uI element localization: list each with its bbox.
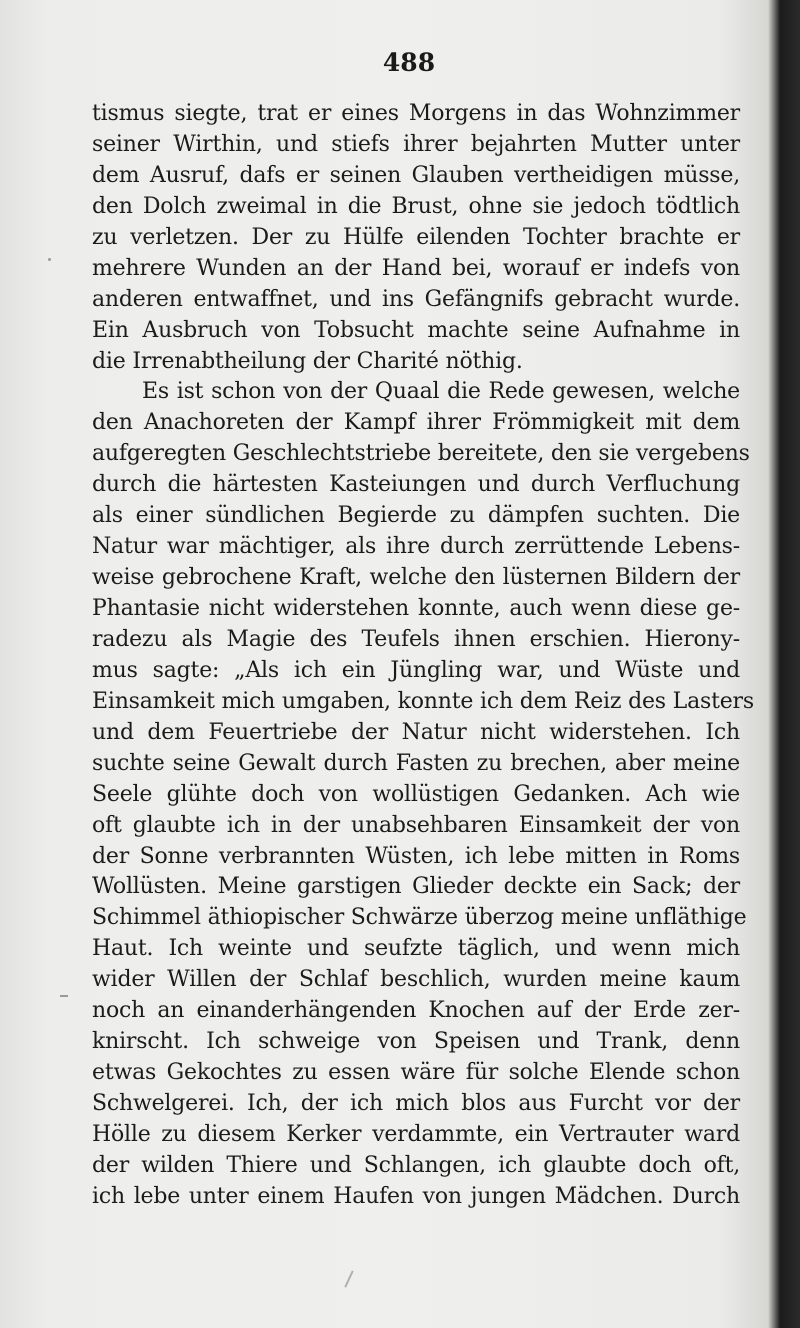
text-line: Ein Ausbruch von Tobsucht machte seine Aufnahme in — [92, 317, 740, 343]
text-line: die Irrenabtheilung der Charité nöthig. — [92, 348, 523, 374]
text-line: aufgeregten Geschlechtstriebe bereitete, den sie vergebens — [92, 441, 750, 467]
text-line: den Anachoreten der Kampf ihrer Frömmigkeit mit dem — [92, 410, 740, 436]
text-line: durch die härtesten Kasteiungen und durch Verfluchung — [92, 472, 740, 498]
text-line: etwas Gekochtes zu essen wäre für solche Elende schon — [92, 1060, 740, 1086]
text-line: Haut. Ich weinte und seufzte täglich, und wenn mich — [92, 936, 740, 962]
text-line: Natur war mächtiger, als ihre durch zerrüttende Lebens- — [92, 534, 740, 560]
text-line: noch an einanderhängenden Knochen auf der Erde zer- — [92, 998, 740, 1024]
text-line: radezu als Magie des Teufels ihnen erschien. Hierony- — [92, 626, 740, 652]
text-line: anderen entwaffnet, und ins Gefängnifs gebracht wurde. — [92, 286, 740, 312]
text-line: tismus siegte, trat er eines Morgens in das Wohnzimmer — [92, 101, 740, 126]
text-line: ich lebe unter einem Haufen von jungen Mädchen. Durch — [92, 1183, 740, 1209]
text-line: knirscht. Ich schweige von Speisen und Trank, denn — [92, 1029, 740, 1055]
text-line: den Dolch zweimal in die Brust, ohne sie jedoch tödtlich — [92, 193, 740, 219]
scan-speck — [60, 995, 68, 997]
text-line: seiner Wirthin, und stiefs ihrer bejahrten Mutter unter — [92, 131, 740, 157]
text-line: zu verletzen. Der zu Hülfe eilenden Tochter brachte er — [92, 224, 740, 250]
text-line: Wollüsten. Meine garstigen Glieder deckte ein Sack; der — [92, 874, 740, 900]
text-line: oft glaubte ich in der unabsehbaren Einsamkeit der von — [92, 812, 740, 838]
text-line: mehrere Wunden an der Hand bei, worauf er indefs von — [92, 255, 740, 281]
text-line: Seele glühte doch von wollüstigen Gedanken. Ach wie — [92, 781, 740, 807]
text-line: der Sonne verbrannten Wüsten, ich lebe mitten in Roms — [92, 843, 740, 869]
text-line: Schwelgerei. Ich, der ich mich blos aus Furcht vor der — [92, 1091, 740, 1116]
body-text — [92, 99, 754, 1213]
text-line: dem Ausruf, dafs er seinen Glauben vertheidigen müsse, — [92, 162, 740, 188]
page-number: 488 — [382, 48, 436, 77]
text-line: und dem Feuertriebe der Natur nicht widerstehen. Ich — [92, 719, 740, 745]
scan-speck — [48, 258, 51, 261]
text-line: suchte seine Gewalt durch Fasten zu brechen, aber meine — [92, 750, 740, 776]
text-line: wider Willen der Schlaf beschlich, wurden meine kaum — [92, 967, 740, 993]
text-line: Hölle zu diesem Kerker verdammte, ein Vertrauter ward — [92, 1121, 740, 1147]
text-line: Es ist schon von der Quaal die Rede gewesen, welche — [142, 379, 740, 405]
text-line: der wilden Thiere und Schlangen, ich glaubte doch oft, — [92, 1152, 740, 1178]
text-line: Phantasie nicht widerstehen konnte, auch wenn diese ge- — [92, 596, 740, 621]
pencil-stroke — [344, 1270, 353, 1287]
text-line: als einer sündlichen Begierde zu dämpfen suchten. Die — [92, 503, 740, 529]
text-line: Einsamkeit mich umgaben, konnte ich dem Reiz des Lasters — [92, 688, 754, 714]
text-line: Schimmel äthiopischer Schwärze überzog meine unfläthige — [92, 905, 747, 931]
text-line: mus sagte: „Als ich ein Jüngling war, und Wüste und — [92, 657, 740, 683]
text-line: weise gebrochene Kraft, welche den lüsternen Bildern der — [92, 565, 740, 591]
